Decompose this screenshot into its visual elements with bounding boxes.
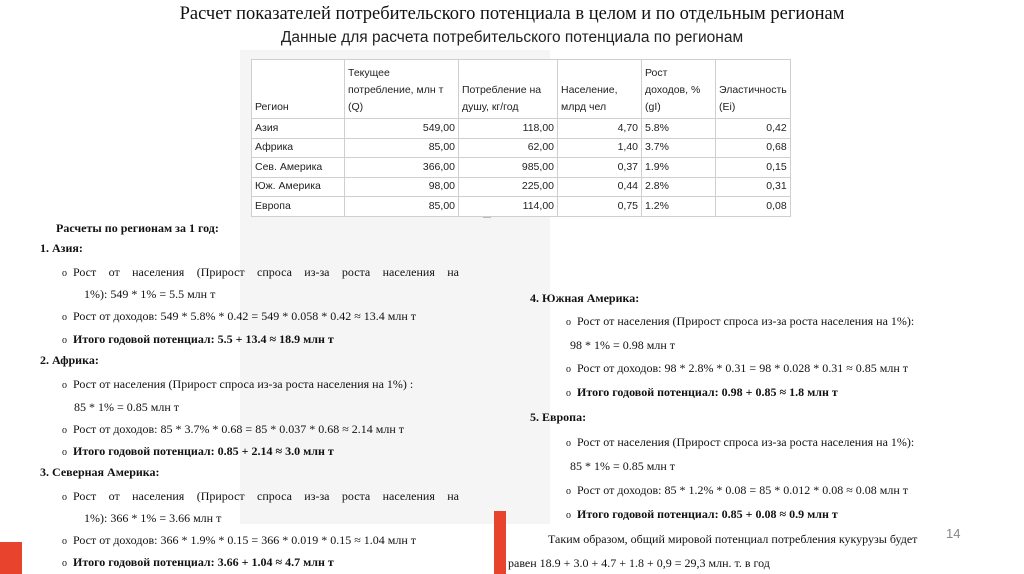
table-cell: 0,75 bbox=[558, 197, 642, 217]
bullet-text: 98 * 1% = 0.98 млн т bbox=[570, 338, 676, 352]
namerica-title: 3. Северная Америка: bbox=[40, 465, 160, 479]
table-header-row bbox=[252, 60, 791, 119]
page-title: Расчет показателей потребительского потенциала в целом и по отдельным регионам bbox=[179, 4, 845, 24]
asia-title: 1. Азия: bbox=[40, 241, 83, 255]
bullet-text: 85 * 1% = 0.85 млн т bbox=[570, 459, 676, 473]
bullet-text: 1%): 549 * 1% = 5.5 млн т bbox=[84, 287, 216, 301]
table-cell: 62,00 bbox=[459, 138, 558, 158]
table-cell: 118,00 bbox=[459, 119, 558, 139]
table-cell: 98,00 bbox=[345, 177, 459, 197]
table-cell: 85,00 bbox=[345, 197, 459, 217]
table-cell: 0,15 bbox=[716, 158, 791, 178]
bullet-item: o Рост от населения (Прирост спроса из-за роста населения на 1%) : bbox=[62, 377, 414, 391]
header-cell: Население, млрд чел bbox=[558, 60, 642, 119]
table-cell: Сев. Америка bbox=[252, 158, 345, 178]
bullet-item: o Рост от доходов: 549 * 5.8% * 0.42 = 549 * 0.058 * 0.42 ≈ 13.4 млн т bbox=[62, 309, 417, 323]
table-cell: Африка bbox=[252, 138, 345, 158]
samerica-title: 4. Южная Америка: bbox=[530, 291, 640, 305]
table-cell: Азия bbox=[252, 119, 345, 139]
table-cell: 0,08 bbox=[716, 197, 791, 217]
conclusion-line-2: равен 18.9 + 3.0 + 4.7 + 1.8 + 0,9 = 29,3 млн. т. в год bbox=[508, 556, 770, 570]
header-cell: Рост доходов, % (gI) bbox=[642, 60, 716, 119]
table-cell: 1.9% bbox=[642, 158, 716, 178]
table-cell: 114,00 bbox=[459, 197, 558, 217]
table-row bbox=[252, 119, 791, 139]
table-cell: 549,00 bbox=[345, 119, 459, 139]
table-cell: 0,44 bbox=[558, 177, 642, 197]
table-cell: 0,31 bbox=[716, 177, 791, 197]
table-cell: 1.2% bbox=[642, 197, 716, 217]
calc-heading: Расчеты по регионам за 1 год: bbox=[56, 221, 219, 235]
table-row bbox=[252, 138, 791, 158]
bullet-item-total: o Итого годовой потенциал: 0.85 + 0.08 ≈ 0.9 млн т bbox=[566, 507, 838, 521]
page-subtitle: Данные для расчета потребительского потенциала по регионам bbox=[280, 29, 744, 46]
bullet-text: 1%): 366 * 1% = 3.66 млн т bbox=[84, 511, 222, 525]
table-cell: 0,68 bbox=[716, 138, 791, 158]
europe-title: 5. Европа: bbox=[530, 410, 587, 424]
table-cell: 0,37 bbox=[558, 158, 642, 178]
table-cell: 2.8% bbox=[642, 177, 716, 197]
table-cell: 1,40 bbox=[558, 138, 642, 158]
divider-line bbox=[483, 217, 491, 218]
page-number: 14 bbox=[946, 526, 961, 541]
bullet-item-total: o Итого годовой потенциал: 0.98 + 0.85 ≈ 1.8 млн т bbox=[566, 385, 838, 399]
table-row bbox=[252, 177, 791, 197]
bullet-item: o Рост от доходов: 366 * 1.9% * 0.15 = 366 * 0.019 * 0.15 ≈ 1.04 млн т bbox=[62, 533, 417, 547]
table-cell: 225,00 bbox=[459, 177, 558, 197]
table-cell: 5.8% bbox=[642, 119, 716, 139]
table-row bbox=[252, 197, 791, 217]
bullet-item-total: o Итого годовой потенциал: 3.66 + 1.04 ≈ 4.7 млн т bbox=[62, 555, 334, 569]
table-cell: Юж. Америка bbox=[252, 177, 345, 197]
bullet-item-total: o Итого годовой потенциал: 5.5 + 13.4 ≈ 18.9 млн т bbox=[62, 332, 334, 346]
africa-title: 2. Африка: bbox=[40, 353, 99, 367]
bullet-item: o Рост от населения (Прирост спроса из-за роста населения на 1%): bbox=[566, 314, 915, 328]
bullet-item: o Рост от населения (Прирост спроса из-за роста населения на 1%): bbox=[566, 435, 915, 449]
table-cell: Европа bbox=[252, 197, 345, 217]
bullet-item: o Рост от доходов: 85 * 1.2% * 0.08 = 85 * 0.012 * 0.08 ≈ 0.08 млн т bbox=[566, 483, 909, 497]
header-cell: Потребление на душу, кг/год bbox=[459, 60, 558, 119]
table-cell: 366,00 bbox=[345, 158, 459, 178]
header-cell: Регион bbox=[252, 60, 345, 119]
bullet-item: o Рост от доходов: 85 * 3.7% * 0.68 = 85 * 0.037 * 0.68 ≈ 2.14 млн т bbox=[62, 422, 405, 436]
table-cell: 3.7% bbox=[642, 138, 716, 158]
header-cell: Эластичность (Ei) bbox=[716, 60, 791, 119]
conclusion-line-1: Таким образом, общий мировой потенциал потребления кукурузы будет bbox=[548, 532, 918, 546]
table-cell: 85,00 bbox=[345, 138, 459, 158]
bullet-item: o Рост от доходов: 98 * 2.8% * 0.31 = 98 * 0.028 * 0.31 ≈ 0.85 млн т bbox=[566, 361, 909, 375]
bullet-item-total: o Итого годовой потенциал: 0.85 + 2.14 ≈ 3.0 млн т bbox=[62, 444, 334, 458]
bullet-item: o Рост от населения (Прирост спроса из-за роста населения на bbox=[62, 265, 459, 279]
region-data-table bbox=[251, 59, 791, 217]
bullet-item: o Рост от населения (Прирост спроса из-за роста населения на bbox=[62, 489, 459, 503]
header-cell: Текущее потребление, млн т (Q) bbox=[345, 60, 459, 119]
table-cell: 4,70 bbox=[558, 119, 642, 139]
table-cell: 985,00 bbox=[459, 158, 558, 178]
bullet-text: 85 * 1% = 0.85 млн т bbox=[74, 400, 180, 414]
table-cell: 0,42 bbox=[716, 119, 791, 139]
accent-stripe bbox=[494, 511, 506, 574]
accent-stripe bbox=[0, 542, 22, 574]
table-row bbox=[252, 158, 791, 178]
